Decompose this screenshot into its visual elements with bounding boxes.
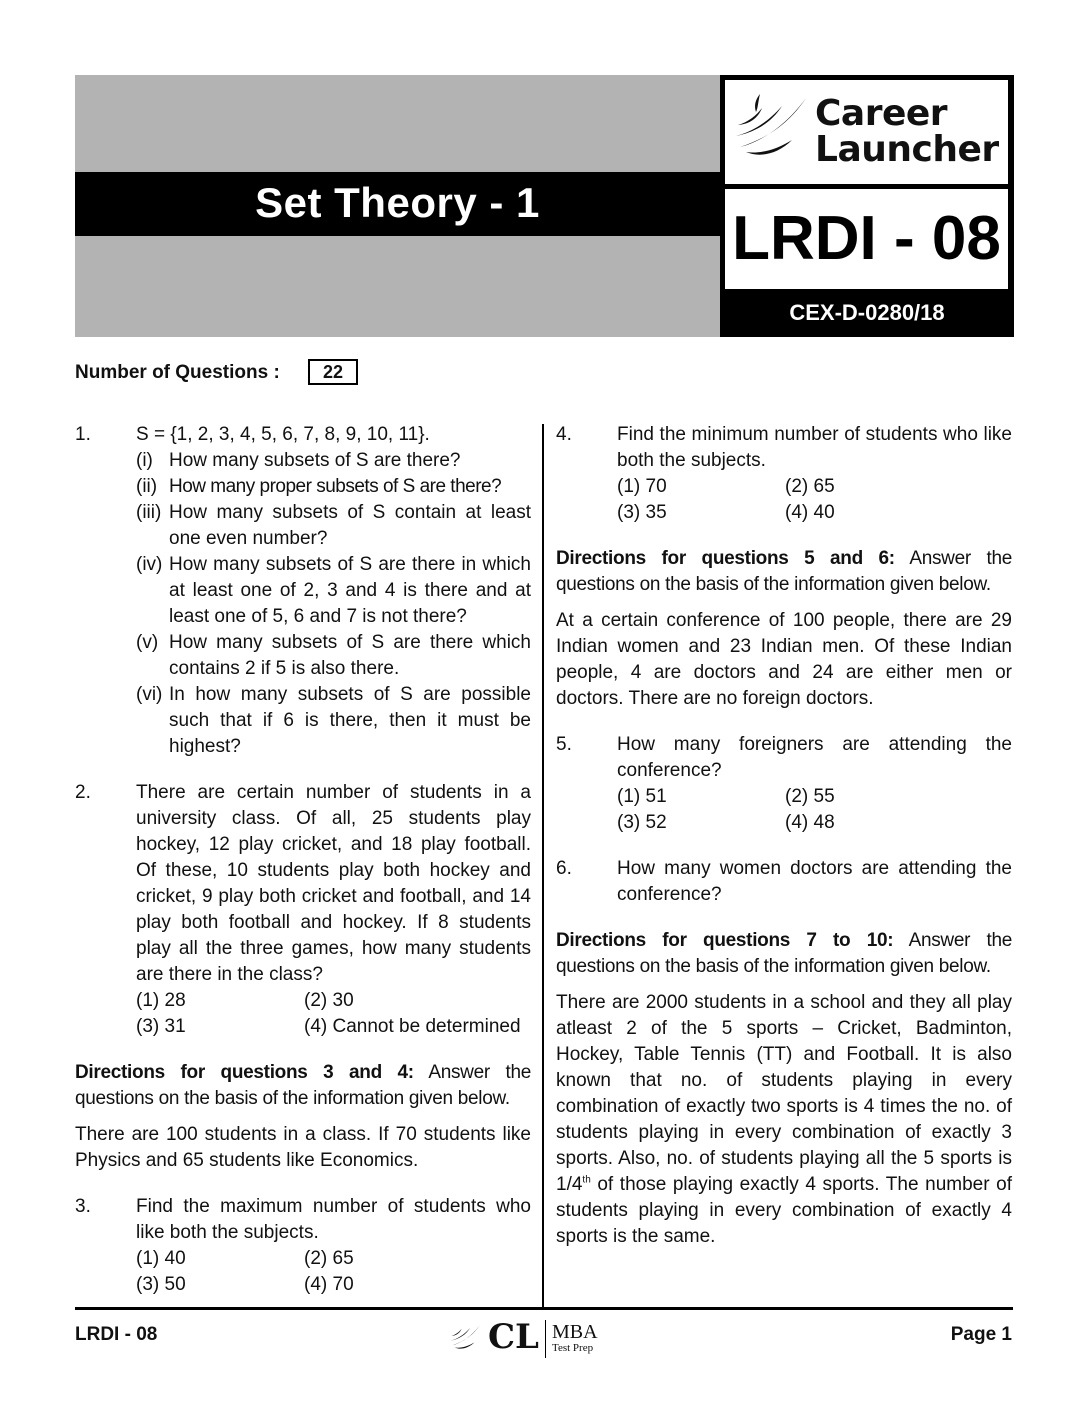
option: (1) 70 (617, 476, 667, 497)
option: (2) 55 (785, 786, 835, 807)
question-number: 3. (75, 1196, 91, 1217)
option: (3) 31 (136, 1016, 186, 1037)
info-paragraph: At a certain conference of 100 people, there are 29 Indian women and 23 Indian men. Of these Indian people, 4 are doctors and 24 are either men or doctors. There are no foreign doctors. (556, 610, 1012, 709)
cl-swoosh-icon (444, 1322, 486, 1356)
directions-text: Answer the questions on the basis of the information given below. (556, 930, 1012, 977)
question-6 (556, 856, 1012, 908)
option: (1) 28 (136, 990, 186, 1011)
question-text: How many foreigners are attending the conference? (617, 734, 1012, 781)
option: (3) 52 (617, 812, 667, 833)
option: (2) 65 (785, 476, 835, 497)
question-3 (75, 1194, 531, 1298)
sub-number: (iii) (136, 502, 162, 523)
info-paragraph (556, 990, 1012, 1250)
option: (2) 30 (304, 990, 354, 1011)
footer-mba: MBA (552, 1321, 598, 1343)
footer-logo-divider (545, 1320, 546, 1358)
right-column (556, 422, 1012, 1250)
directions-5-6 (556, 546, 1012, 598)
brand-line-1: Career (815, 93, 948, 134)
module-code: LRDI - 08 (732, 204, 1001, 273)
info-superscript: th (582, 1174, 591, 1186)
question-number: 4. (556, 424, 572, 445)
question-2 (75, 780, 531, 1040)
page-title: Set Theory - 1 (255, 179, 540, 226)
answer-options (617, 784, 1012, 836)
directions-text: Answer the questions on the basis of the information given below. (75, 1062, 531, 1109)
sub-text: How many subsets of S are there? (169, 450, 461, 471)
sub-number: (ii) (136, 476, 158, 497)
footer-cl-logo: CL (488, 1317, 539, 1357)
sub-question (136, 552, 531, 630)
option: (4) 48 (785, 812, 835, 833)
directions-3-4 (75, 1060, 531, 1112)
option: (4) 70 (304, 1274, 354, 1295)
launcher-swoosh-icon (730, 92, 810, 172)
sub-number: (i) (136, 450, 153, 471)
question-number: 6. (556, 858, 572, 879)
sub-question (136, 682, 531, 760)
sub-question (136, 474, 531, 500)
question-number: 2. (75, 782, 91, 803)
brand-line-2: Launcher (815, 129, 999, 170)
reference-code: CEX-D-0280/18 (789, 300, 945, 325)
option: (1) 51 (617, 786, 667, 807)
question-text: S = {1, 2, 3, 4, 5, 6, 7, 8, 9, 10, 11}. (136, 424, 430, 445)
brand-name (815, 93, 999, 170)
sub-question (136, 448, 531, 474)
sub-text: How many proper subsets of S are there? (169, 476, 502, 497)
column-divider (542, 424, 544, 1308)
directions-heading: Directions for questions 5 and 6: (556, 548, 895, 569)
option: (4) 40 (785, 502, 835, 523)
option: (4) Cannot be determined (304, 1016, 521, 1037)
option: (1) 40 (136, 1248, 186, 1269)
question-count-value: 22 (308, 359, 358, 385)
answer-options (617, 474, 1012, 526)
directions-heading: Directions for questions 3 and 4: (75, 1062, 414, 1083)
question-number: 5. (556, 734, 572, 755)
page-number: Page 1 (950, 1324, 1012, 1345)
sub-text: How many subsets of S contain at least one even number? (169, 502, 531, 549)
question-5 (556, 732, 1012, 836)
info-text-b: of those playing exactly 4 sports. The number of students playing in every combination of exactly 4 sports is the same. (556, 1174, 1012, 1247)
directions-7-10 (556, 928, 1012, 980)
footer-testprep: Test Prep (552, 1342, 594, 1354)
option: (3) 35 (617, 502, 667, 523)
info-paragraph: There are 100 students in a class. If 70 students like Physics and 65 students like Economics. (75, 1124, 531, 1171)
sub-text: In how many subsets of S are possible such that if 6 is there, then it must be highest? (169, 684, 531, 757)
sub-question (136, 500, 531, 552)
question-number: 1. (75, 424, 91, 445)
sub-number: (v) (136, 632, 159, 653)
info-text-a: There are 2000 students in a school and they all play atleast 2 of the 5 sports – Cricket, Badminton, Hockey, Table Tennis (TT) and Football. It is also known that no. of students playing in every combination of exactly two sports is 4 times the no. of students playing in every combination of exactly 3 sports. Also, no. of students playing all the 5 sports is 1/4 (556, 992, 1012, 1195)
sub-number: (iv) (136, 554, 163, 575)
directions-text: Answer the questions on the basis of the information given below. (556, 548, 1012, 595)
question-count-label: Number of Questions : (75, 362, 280, 383)
answer-options (136, 1246, 531, 1298)
question-text: How many women doctors are attending the conference? (617, 858, 1012, 905)
question-text: There are certain number of students in a university class. Of all, 25 students play hockey, 12 play cricket, and 18 play football. Of these, 10 students play both hockey and cricket, 9 play both cricket and football, and 14 play both football and hockey. If 8 students play all the three games, how many students are there in the class? (136, 782, 531, 985)
question-1 (75, 422, 531, 760)
footer-code: LRDI - 08 (75, 1324, 158, 1345)
sub-text: How many subsets of S are there which contains 2 if 5 is also there. (169, 632, 531, 679)
answer-options (136, 988, 531, 1040)
sub-text: How many subsets of S are there in which at least one of 2, 3 and 4 is there and at least one of 5, 6 and 7 is not there? (169, 554, 531, 627)
footer-rule (75, 1307, 1013, 1310)
sub-number: (vi) (136, 684, 163, 705)
sub-question (136, 630, 531, 682)
left-column (75, 422, 531, 1298)
directions-heading: Directions for questions 7 to 10: (556, 930, 894, 951)
option: (3) 50 (136, 1274, 186, 1295)
question-4 (556, 422, 1012, 526)
question-text: Find the minimum number of students who like both the subjects. (617, 424, 1012, 471)
option: (2) 65 (304, 1248, 354, 1269)
question-text: Find the maximum number of students who like both the subjects. (136, 1196, 531, 1243)
